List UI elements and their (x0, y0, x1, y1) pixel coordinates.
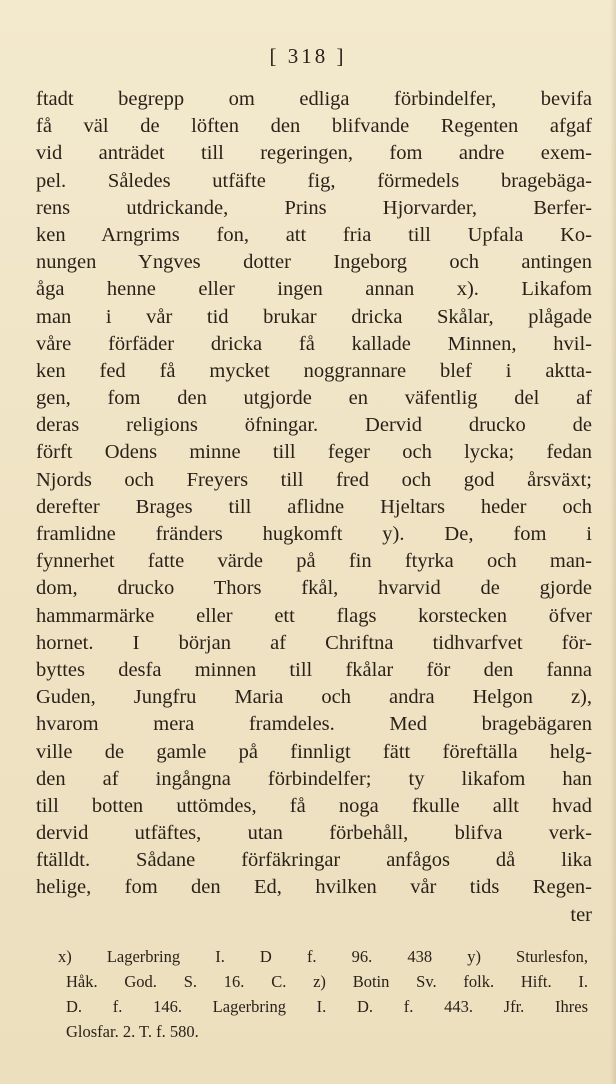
page-number: [ 318 ] (269, 44, 347, 68)
text-line: hornet. I början af Chriftna tidhvarfvet för- (36, 631, 592, 654)
text-line: Guden, Jungfru Maria och andra Helgon z), (36, 686, 592, 709)
text-line: deras religions öfningar. Dervid drucko de (36, 414, 592, 437)
text-line: fynnerhet fatte värde på fin ftyrka och man- (36, 550, 592, 573)
text-line: hvarom mera framdeles. Med bragebägaren (36, 713, 592, 736)
text-line: nungen Yngves dotter Ingeborg och antingen (36, 251, 592, 274)
text-line: byttes desfa minnen till fkålar för den fanna (36, 658, 592, 681)
footnote-line: Glosfar. 2. T. f. 580. (66, 1022, 199, 1041)
text-line: dom, drucko Thors fkål, hvarvid de gjorde (36, 577, 592, 600)
text-line: den af ingångna förbindelfer; ty likafom han (36, 767, 592, 790)
page-edge-shadow (610, 0, 616, 1084)
text-line: Njords och Freyers till fred och god årsväxt; (36, 468, 592, 491)
text-line: få väl de löften den blifvande Regenten afgaf (36, 115, 592, 138)
text-line: ftälldt. Sådane förfäkringar anfågos då lika (36, 849, 592, 872)
text-line: ken Arngrims fon, att fria till Upfala Ko- (36, 223, 592, 246)
footnote-line: x) Lagerbring I. D f. 96. 438 y) Sturlesfon, (58, 947, 588, 966)
text-line: man i vår tid brukar dricka Skålar, plågade (36, 305, 592, 328)
text-line: till botten uttömdes, få noga fkulle allt hvad (36, 794, 592, 817)
text-line: gen, fom den utgjorde en väfentlig del af (36, 387, 592, 410)
text-line: framlidne fränders hugkomft y). De, fom i (36, 523, 592, 545)
text-line: ftadt begrepp om edliga förbindelfer, bevifa (36, 88, 592, 110)
text-line: rens utdrickande, Prins Hjorvarder, Berfer- (36, 196, 592, 219)
text-line: ville de gamle på finnligt fätt föreftälla helg- (36, 740, 592, 763)
body-text (36, 86, 592, 929)
text-line: ken fed få mycket noggrannare blef i aktta- (36, 359, 592, 382)
text-line: förft Odens minne till feger och lycka; fedan (36, 441, 592, 464)
text-line: derefter Brages till aflidne Hjeltars heder och (36, 495, 592, 518)
text-line: åga henne eller ingen annan x). Likafom (36, 278, 592, 301)
text-line: pel. Således utfäfte fig, förmedels bragebäga- (36, 169, 592, 192)
footnotes (58, 944, 588, 1044)
footnote-line: Håk. God. S. 16. C. z) Botin Sv. folk. Hift. I. (66, 972, 588, 991)
text-line: hammarmärke eller ett flags korstecken öfver (36, 604, 592, 627)
text-line: vid anträdet till regeringen, fom andre exem- (36, 142, 592, 165)
text-line: helige, fom den Ed, hvilken vår tids Regen- (36, 876, 592, 899)
catchword: ter (570, 903, 592, 926)
text-line: våre förfäder dricka få kallade Minnen, hvil- (36, 332, 592, 355)
footnote-line: D. f. 146. Lagerbring I. D. f. 443. Jfr. Ihres (66, 997, 588, 1016)
text-line: dervid utfäftes, utan förbehåll, blifva verk- (36, 822, 592, 845)
